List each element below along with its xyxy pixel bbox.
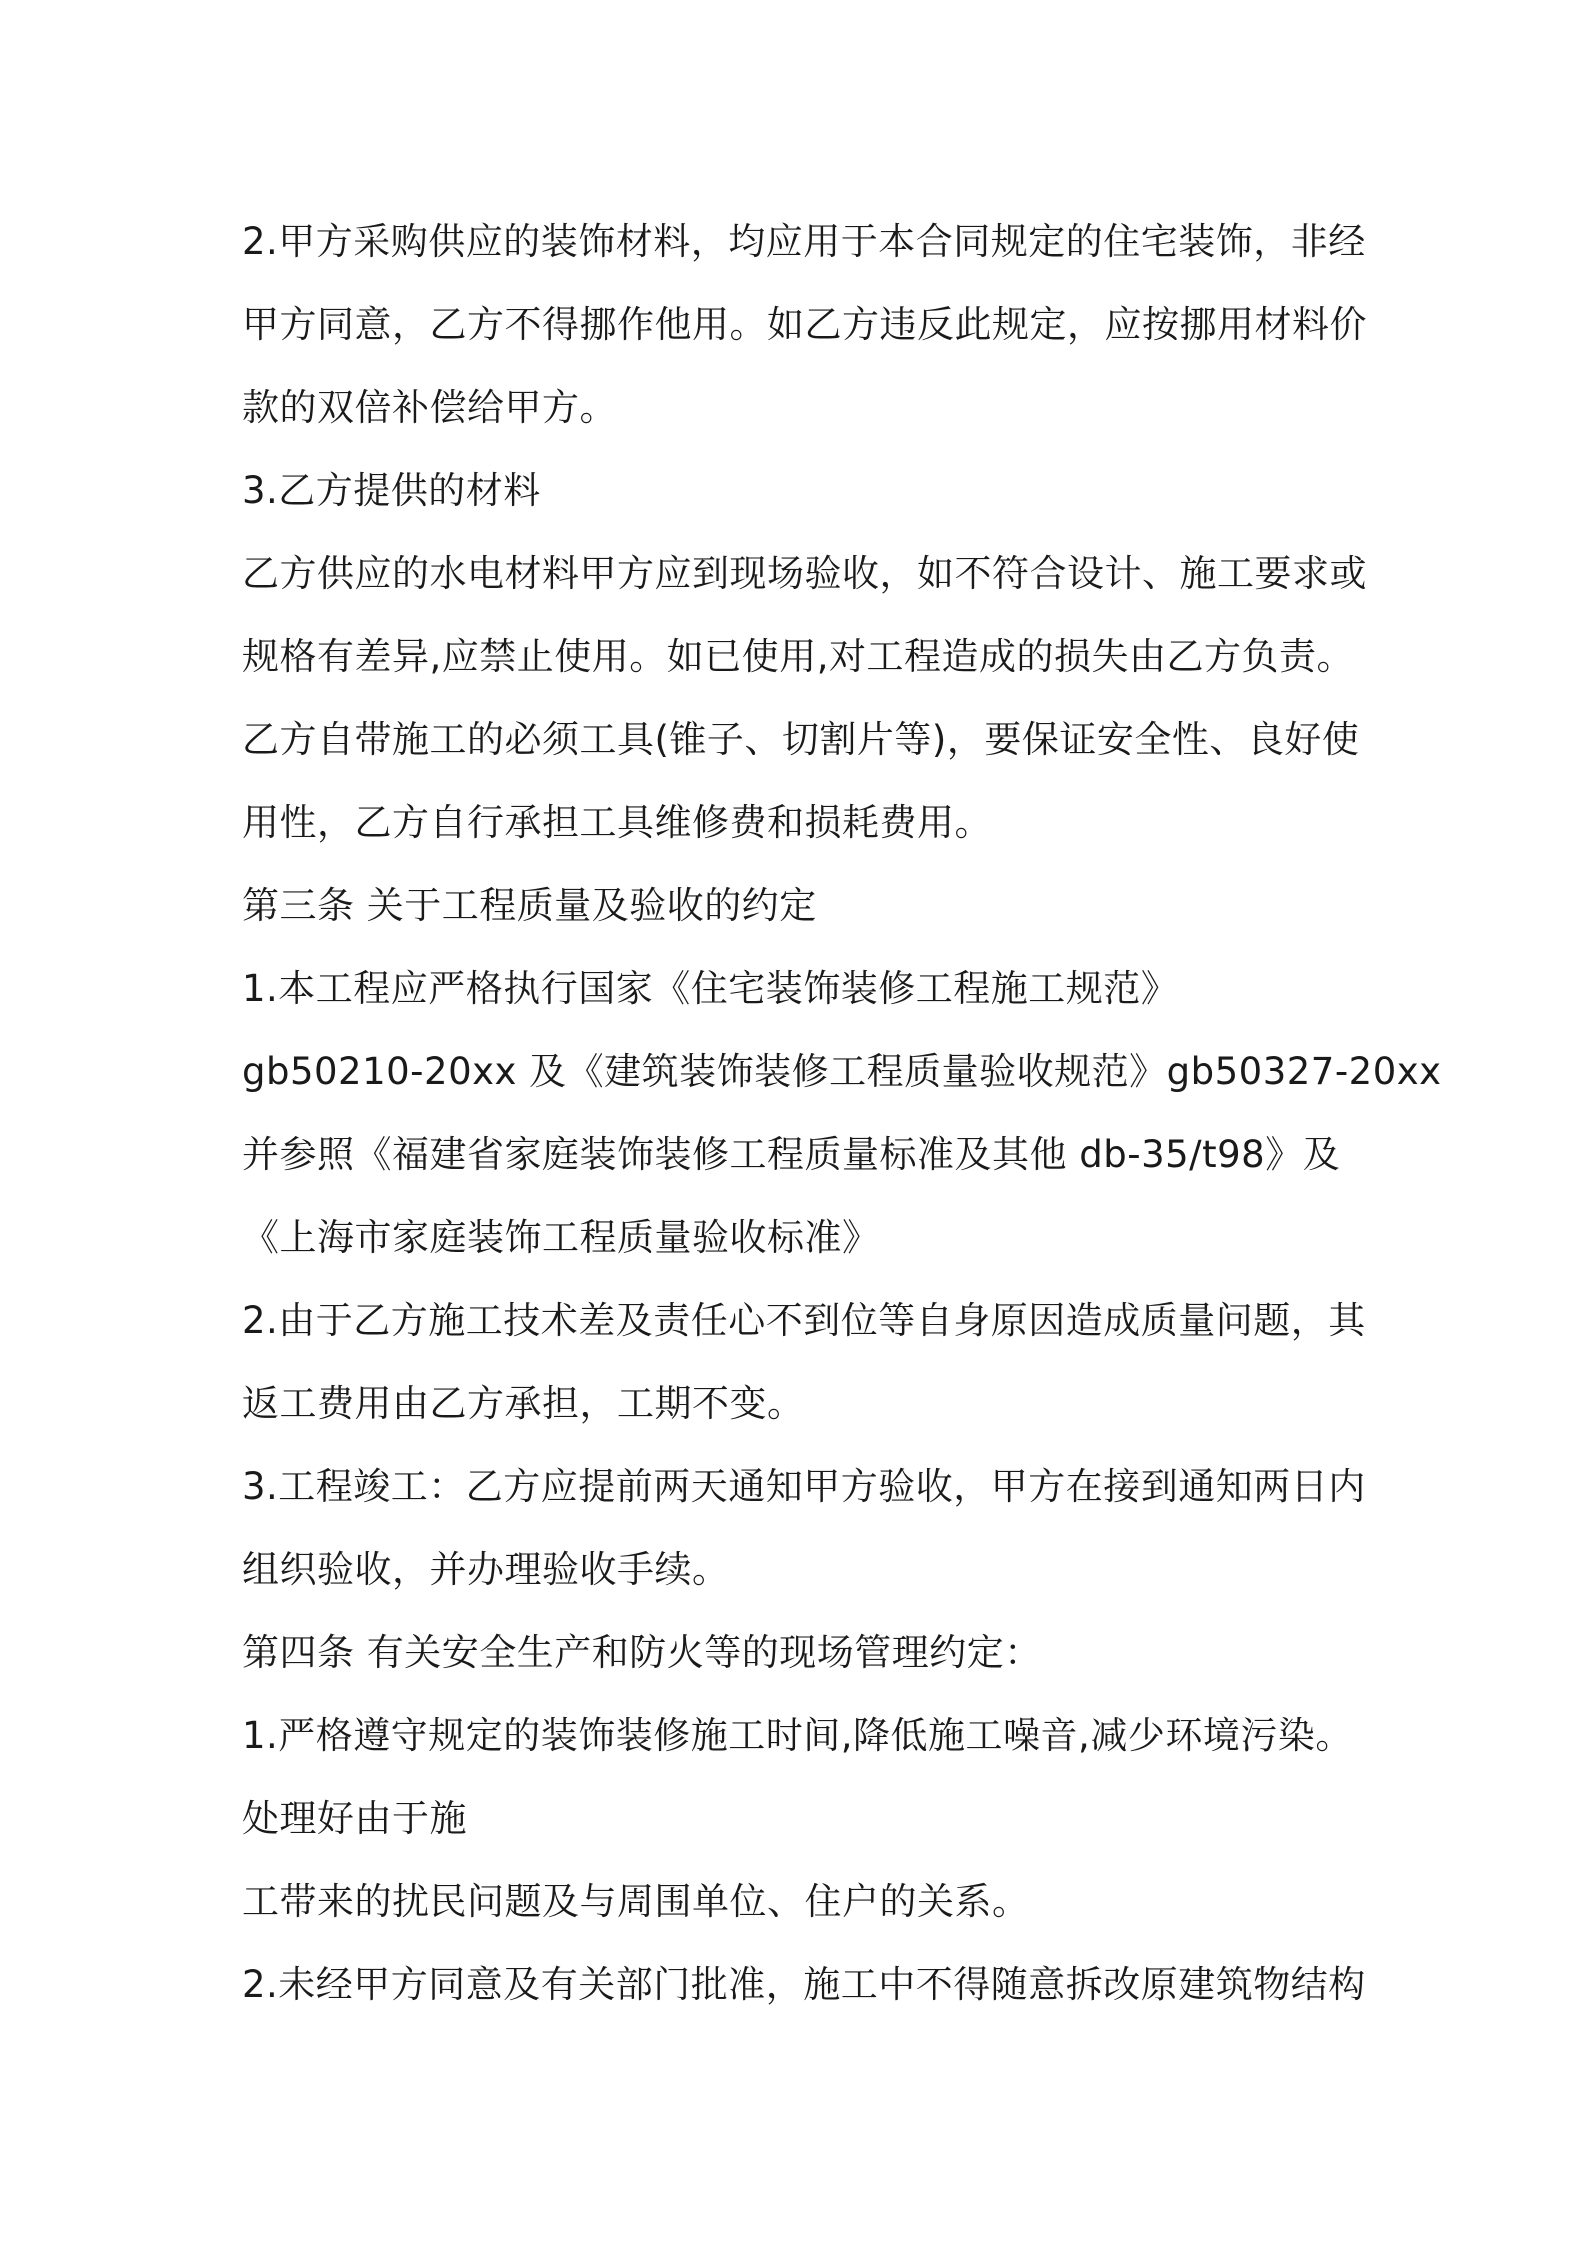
document-body bbox=[242, 200, 1442, 2026]
text-line: 3.工程竣工：乙方应提前两天通知甲方验收，甲方在接到通知两日内 bbox=[242, 1465, 1366, 1508]
text-line: 2.由于乙方施工技术差及责任心不到位等自身原因造成质量问题，其 bbox=[242, 1299, 1366, 1342]
text-line: 2.甲方采购供应的装饰材料，均应用于本合同规定的住宅装饰，非经 bbox=[242, 220, 1366, 263]
text-line: 返工费用由乙方承担，工期不变。 bbox=[242, 1382, 805, 1425]
text-line: 组织验收，并办理验收手续。 bbox=[242, 1548, 730, 1591]
text-line: 规格有差异,应禁止使用。如已使用,对工程造成的损失由乙方负责。 bbox=[242, 635, 1355, 678]
text-line: 乙方供应的水电材料甲方应到现场验收，如不符合设计、施工要求或 bbox=[242, 552, 1367, 595]
text-line: 《上海市家庭装饰工程质量验收标准》 bbox=[242, 1216, 880, 1259]
text-line: 款的双倍补偿给甲方。 bbox=[242, 386, 617, 429]
text-line: 1.严格遵守规定的装饰装修施工时间,降低施工噪音,减少环境污染。 bbox=[242, 1714, 1353, 1757]
text-line: 2.未经甲方同意及有关部门批准，施工中不得随意拆改原建筑物结构 bbox=[242, 1963, 1366, 2006]
section-heading: 第四条 有关安全生产和防火等的现场管理约定： bbox=[242, 1631, 1042, 1674]
text-line: 甲方同意，乙方不得挪作他用。如乙方违反此规定，应按挪用材料价 bbox=[242, 303, 1367, 346]
section-heading: 第三条 关于工程质量及验收的约定 bbox=[242, 884, 817, 927]
text-line: 处理好由于施 bbox=[242, 1797, 467, 1840]
text-line: gb50210-20xx 及《建筑装饰装修工程质量验收规范》gb50327-20xx bbox=[242, 1050, 1442, 1093]
text-line: 1.本工程应严格执行国家《住宅装饰装修工程施工规范》 bbox=[242, 967, 1179, 1010]
text-line: 并参照《福建省家庭装饰装修工程质量标准及其他 db-35/t98》及 bbox=[242, 1133, 1341, 1176]
text-line: 3.乙方提供的材料 bbox=[242, 469, 541, 512]
text-line: 用性，乙方自行承担工具维修费和损耗费用。 bbox=[242, 801, 992, 844]
text-line: 工带来的扰民问题及与周围单位、住户的关系。 bbox=[242, 1880, 1030, 1923]
text-line: 乙方自带施工的必须工具(锥子、切割片等)，要保证安全性、良好使 bbox=[242, 718, 1360, 761]
